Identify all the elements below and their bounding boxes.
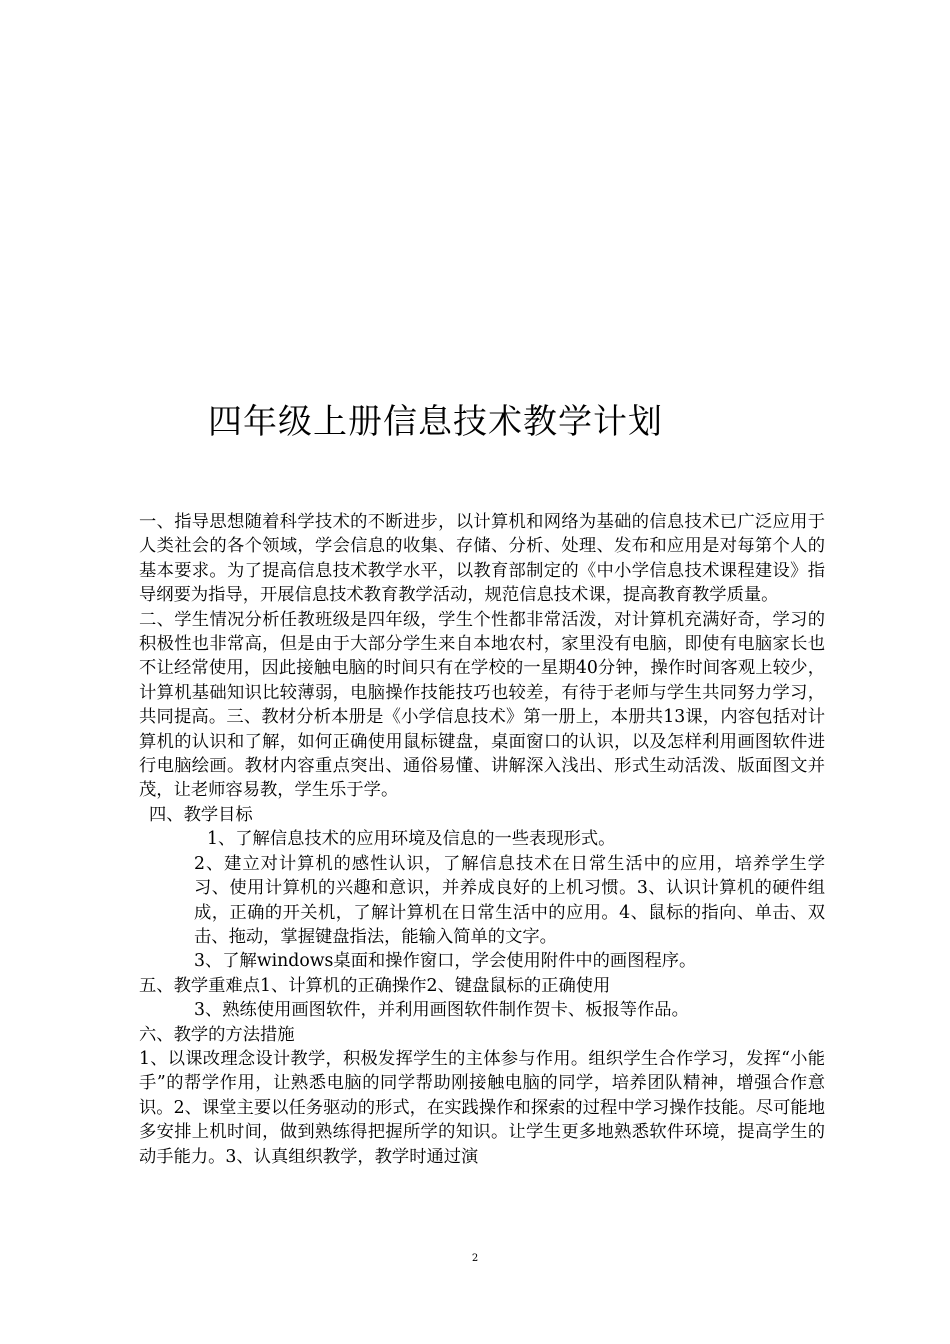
page-title: 四年级上册信息技术教学计划 [208, 402, 663, 442]
paragraph-goal-2: 2、建立对计算机的感性认识，了解信息技术在日常生活中的应用，培养学生学习、使用计算机的兴趣和意识，并养成良好的上机习惯。3、认识计算机的硬件组成，正确的开关机，了解计算机在日常生活中的应用。4、鼠标的指向、单击、双击、拖动，掌握键盘指法，能输入简单的文字。 [194, 853, 825, 947]
page-number: 2 [471, 1253, 479, 1264]
paragraph-guiding-ideology: 一、指导思想随着科学技术的不断进步，以计算机和网络为基础的信息技术已广泛应用于人类社会的各个领域，学会信息的收集、存储、分析、处理、发布和应用是对每第个人的基本要求。为了提高信息技术教学水平，以教育部制定的《中小学信息技术课程建设》指导纲要为指导，开展信息技术教育教学活动，规范信息技术课，提高教育教学质量。 [139, 512, 825, 606]
paragraph-key-points: 五、教学重难点1、计算机的正确操作2、键盘鼠标的正确使用 [139, 975, 611, 996]
paragraph-goal-1: 1、了解信息技术的应用环境及信息的一些表现形式。 [207, 829, 616, 850]
document-body [139, 510, 825, 1169]
paragraph-teaching-goals-heading: 四、教学目标 [149, 804, 253, 825]
paragraph-methods: 1、以课改理念设计教学，积极发挥学生的主体参与作用。组织学生合作学习，发挥“小能手”的帮学作用，让熟悉电脑的同学帮助刚接触电脑的同学，培养团队精神，增强合作意识。2、课堂主要以任务驱动的形式，在实践操作和探索的过程中学习操作技能。尽可能地多安排上机时间，做到熟练得把握所学的知识。让学生更多地熟悉软件环境，提高学生的动手能力。3、认真组织教学，教学时通过演 [139, 1048, 825, 1167]
paragraph-student-analysis: 二、学生情况分析任教班级是四年级，学生个性都非常活泼，对计算机充满好奇，学习的积极性也非常高，但是由于大部分学生来自本地农村，家里没有电脑，即使有电脑家长也不让经常使用，因此接触电脑的时间只有在学校的一星期40分钟，操作时间客观上较少，计算机基础知识比较薄弱，电脑操作技能技巧也较差，有待于老师与学生共同努力学习，共同提高。三、教材分析本册是《小学信息技术》第一册上，本册共13课，内容包括对计算机的认识和了解，如何正确使用鼠标键盘，桌面窗口的认识，以及怎样利用画图软件进行电脑绘画。教材内容重点突出、通俗易懂、讲解深入浅出、形式生动活泼、版面图文并茂，让老师容易教，学生乐于学。 [139, 609, 825, 801]
paragraph-key-point-3: 3、熟练使用画图软件，并利用画图软件制作贺卡、板报等作品。 [194, 1000, 689, 1021]
paragraph-goal-3: 3、了解windows桌面和操作窗口，学会使用附件中的画图程序。 [194, 951, 697, 972]
paragraph-methods-heading: 六、教学的方法措施 [139, 1024, 295, 1045]
